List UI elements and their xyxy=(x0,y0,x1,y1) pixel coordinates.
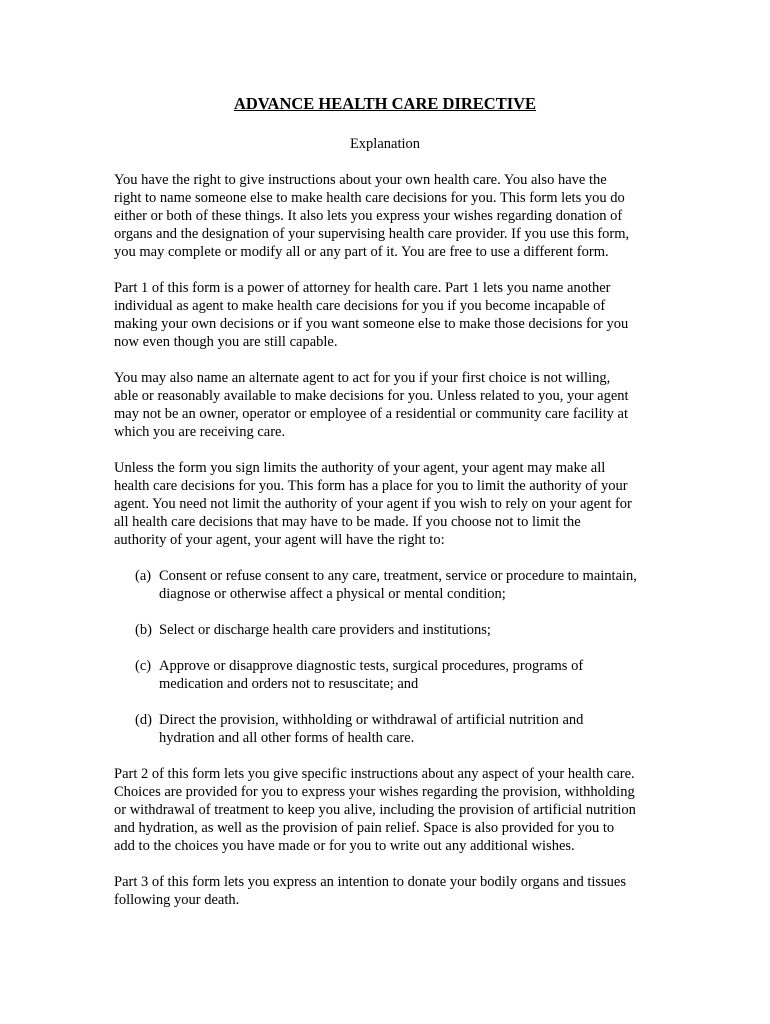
paragraph-line: or withdrawal of treatment to keep you alive, including the provision of artificial nutrition xyxy=(114,802,636,818)
paragraph-line: Choices are provided for you to express your wishes regarding the provision, withholding xyxy=(114,784,635,800)
list-item-line: Consent or refuse consent to any care, treatment, service or procedure to maintain, xyxy=(159,568,637,584)
paragraph-line: You may also name an alternate agent to act for you if your first choice is not willing, xyxy=(114,370,611,386)
paragraph-line: may not be an owner, operator or employee of a residential or community care facility at xyxy=(114,406,628,422)
closing-paragraph xyxy=(114,873,666,909)
closing-paragraphs xyxy=(114,765,666,909)
list-item-line: Direct the provision, withholding or withdrawal of artificial nutrition and xyxy=(159,712,584,728)
list-marker: (c) xyxy=(135,658,152,674)
paragraph-line: right to name someone else to make health care decisions for you. This form lets you do xyxy=(114,190,625,206)
paragraph-line: organs and the designation of your supervising health care provider. If you use this form, xyxy=(114,226,630,242)
paragraph-line: individual as agent to make health care decisions for you if you become incapable of xyxy=(114,298,606,314)
list-item xyxy=(114,657,666,693)
list-marker: (a) xyxy=(135,568,152,584)
document-title: ADVANCE HEALTH CARE DIRECTIVE xyxy=(233,94,537,113)
list-item-line: Approve or disapprove diagnostic tests, surgical procedures, programs of xyxy=(159,658,584,674)
paragraph-line: following your death. xyxy=(114,892,240,908)
paragraph-line: making your own decisions or if you want someone else to make those decisions for you xyxy=(114,316,629,332)
paragraph-line: Part 2 of this form lets you give specific instructions about any aspect of your health care. xyxy=(114,766,635,782)
paragraph-line: Part 1 of this form is a power of attorney for health care. Part 1 lets you name another xyxy=(114,280,611,296)
paragraph-line: add to the choices you have made or for you to write out any additional wishes. xyxy=(114,838,575,854)
list-item-line: diagnose or otherwise affect a physical or mental condition; xyxy=(159,586,506,602)
intro-paragraph xyxy=(114,279,666,351)
paragraph-line: all health care decisions that may have to be made. If you choose not to limit the xyxy=(114,514,581,530)
intro-paragraph xyxy=(114,171,666,261)
paragraph-line: which you are receiving care. xyxy=(114,424,286,440)
agent-rights-list xyxy=(114,567,666,747)
paragraph-line: either or both of these things. It also lets you express your wishes regarding donation of xyxy=(114,208,623,224)
list-marker: (b) xyxy=(135,622,152,638)
paragraph-line: agent. You need not limit the authority of your agent if you wish to rely on your agent for xyxy=(114,496,632,512)
list-item-line: medication and orders not to resuscitate; and xyxy=(159,676,419,692)
intro-paragraph xyxy=(114,369,666,441)
list-marker: (d) xyxy=(135,712,152,728)
paragraph-line: now even though you are still capable. xyxy=(114,334,338,350)
list-item-line: Select or discharge health care providers and institutions; xyxy=(159,622,491,638)
document-subtitle: Explanation xyxy=(349,136,421,152)
list-item xyxy=(114,621,666,639)
paragraph-line: and hydration, as well as the provision of pain relief. Space is also provided for you to xyxy=(114,820,615,836)
paragraph-line: authority of your agent, your agent will have the right to: xyxy=(114,532,445,548)
closing-paragraph xyxy=(114,765,666,855)
paragraph-line: able or reasonably available to make decisions for you. Unless related to you, your agent xyxy=(114,388,629,404)
paragraph-line: Unless the form you sign limits the authority of your agent, your agent may make all xyxy=(114,460,606,476)
paragraph-line: Part 3 of this form lets you express an intention to donate your bodily organs and tissues xyxy=(114,874,626,890)
list-item xyxy=(114,711,666,747)
list-item xyxy=(114,567,666,603)
paragraph-line: You have the right to give instructions about your own health care. You also have the xyxy=(114,172,607,188)
list-item-line: hydration and all other forms of health care. xyxy=(159,730,415,746)
paragraph-line: you may complete or modify all or any part of it. You are free to use a different form. xyxy=(114,244,609,260)
intro-paragraph xyxy=(114,459,666,549)
intro-paragraphs xyxy=(114,171,666,549)
document-body xyxy=(114,171,666,927)
paragraph-line: health care decisions for you. This form has a place for you to limit the authority of your xyxy=(114,478,628,494)
